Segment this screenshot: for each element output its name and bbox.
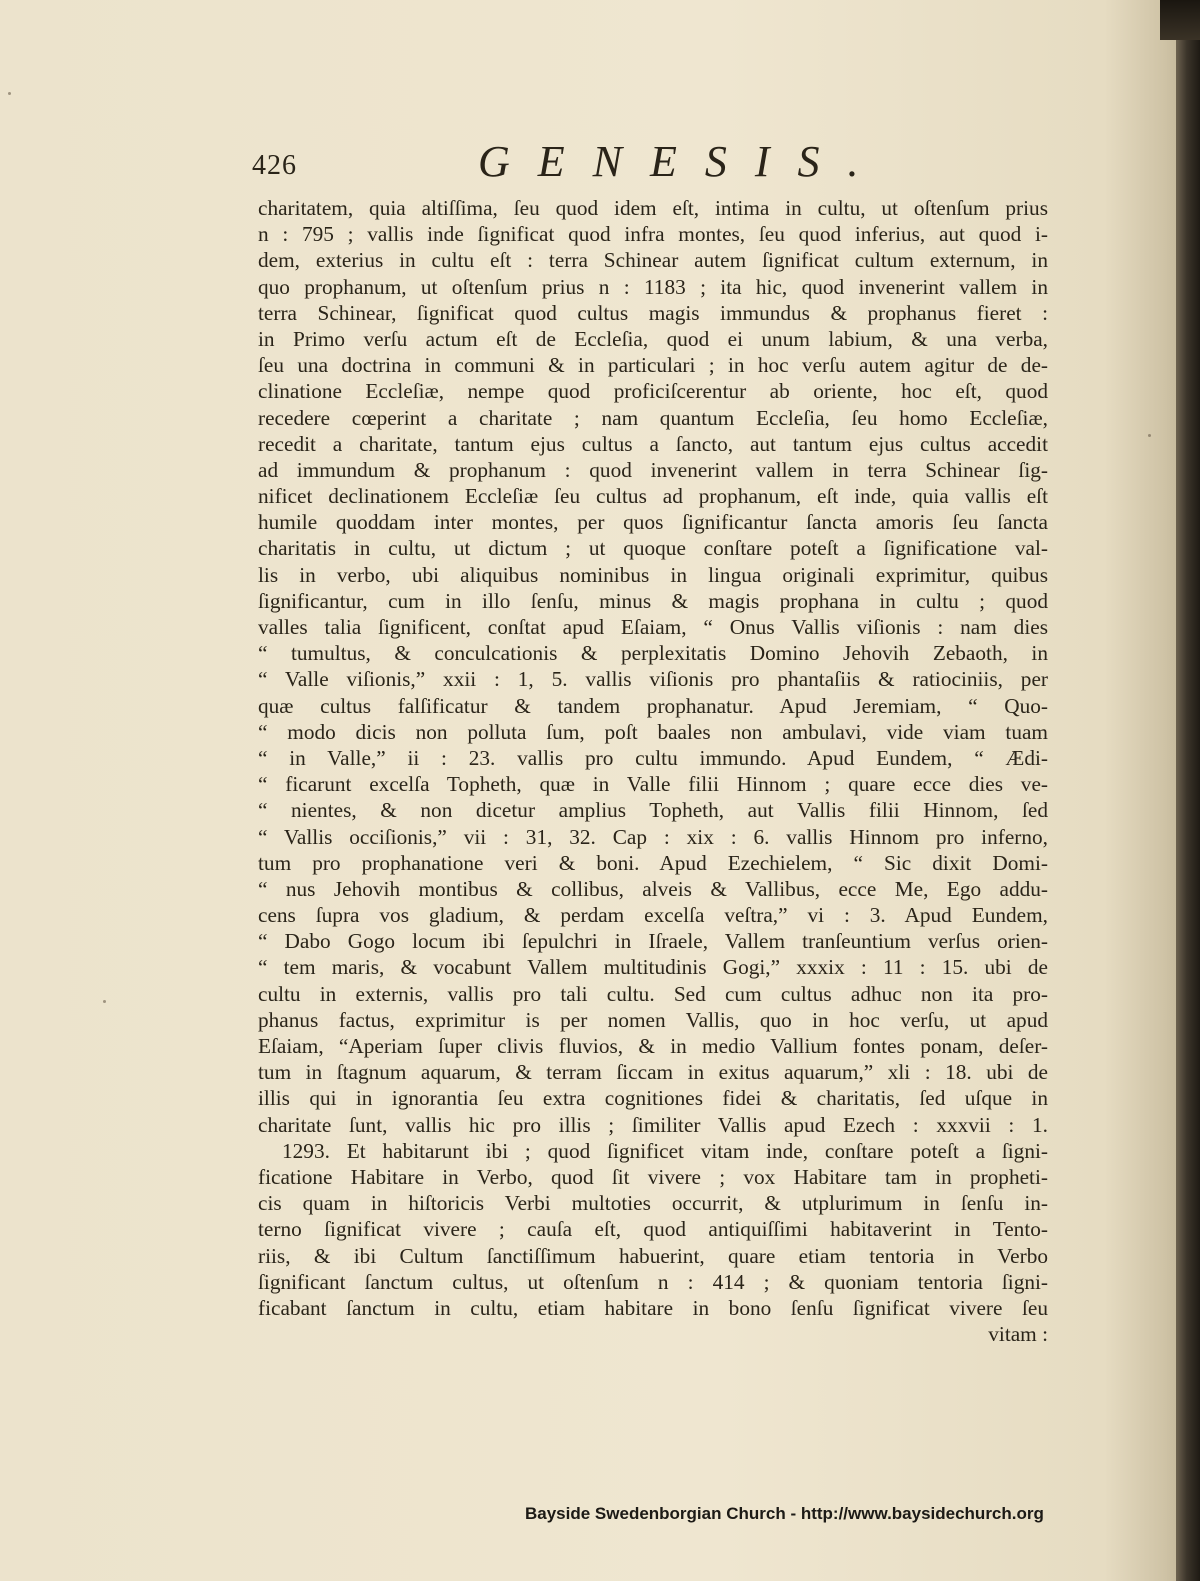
text-line: cultu in externis, vallis pro tali cultu. Sed cum cultus adhuc non ita pro- — [258, 981, 1048, 1006]
text-line: terra Schinear, ſignificat quod cultus magis immundus & prophanus fieret : — [258, 300, 1048, 325]
text-line: recedere cœperint a charitate ; nam quantum Eccleſia, ſeu homo Eccleſiæ, — [258, 405, 1048, 430]
page-header — [252, 128, 1052, 188]
text-line: “ tem maris, & vocabunt Vallem multitudinis Gogi,” xxxix : 11 : 15. ubi de — [258, 955, 1048, 980]
text-line: valles talia ſignificent, conſtat apud Eſaiam, “ Onus Vallis viſionis : nam dies — [258, 615, 1048, 639]
text-line: riis, & ibi Cultum ſanctiſſimum habuerint, quare etiam tentoria in Verbo — [258, 1243, 1048, 1268]
source-credit: Bayside Swedenborgian Church - http://www.baysidechurch.org — [525, 1504, 1044, 1523]
page-number: 426 — [252, 150, 297, 181]
text-line: lis in verbo, ubi aliquibus nominibus in lingua originali exprimitur, quibus — [258, 562, 1048, 587]
text-line: illis qui in ignorantia ſeu extra cognitiones fidei & charitatis, ſed uſque in — [258, 1086, 1048, 1111]
text-line: “ in Valle,” ii : 23. vallis pro cultu immundo. Apud Eundem, “ Ædi- — [258, 745, 1048, 770]
text-line: “ nus Jehovih montibus & collibus, alveis & Vallibus, ecce Me, Ego addu- — [258, 876, 1048, 901]
text-line: Eſaiam, “Aperiam ſuper clivis fluvios, & in medio Vallium fontes ponam, deſer- — [258, 1034, 1048, 1058]
text-line: ficatione Habitare in Verbo, quod ſit vivere ; vox Habitare tam in propheti- — [258, 1164, 1048, 1189]
text-line: “ ficarunt excelſa Topheth, quæ in Valle filii Hinnom ; quare ecce dies ve- — [258, 772, 1048, 797]
text-line: “ tumultus, & conculcationis & perplexitatis Domino Jehovih Zebaoth, in — [258, 641, 1048, 666]
paper-speck — [8, 92, 11, 95]
text-line: phanus factus, exprimitur is per nomen Vallis, quo in hoc verſu, ut apud — [258, 1007, 1048, 1032]
text-line: tum pro prophanatione veri & boni. Apud Ezechielem, “ Sic dixit Domi- — [258, 850, 1048, 875]
text-line: clinatione Eccleſiæ, nempe quod proficiſcerentur ab oriente, hoc eſt, quod — [258, 379, 1048, 404]
running-title: GENESIS. — [478, 137, 887, 186]
text-line: nificet declinationem Eccleſiæ ſeu cultus ad prophanum, eſt inde, quia vallis eſt — [258, 484, 1048, 509]
book-spine-shadow — [1176, 0, 1200, 1581]
text-line: charitatis in cultu, ut dictum ; ut quoque conſtare poteſt a ſignificatione val- — [258, 536, 1048, 561]
text-line: 1293. Et habitarunt ibi ; quod ſignificet vitam inde, conſtare poteſt a ſigni- — [282, 1138, 1048, 1163]
text-line: terno ſignificat vivere ; cauſa eſt, quod antiquiſſimi habitaverint in Tento- — [258, 1217, 1048, 1242]
text-line: n : 795 ; vallis inde ſignificat quod infra montes, ſeu quod inferius, aut quod i- — [258, 222, 1048, 247]
text-line: charitatem, quia altiſſima, ſeu quod idem eſt, intima in cultu, ut oſtenſum prius — [258, 196, 1048, 220]
text-line: dem, exterius in cultu eſt : terra Schinear autem ſignificat cultum externum, in — [258, 248, 1048, 273]
text-line: ſeu una doctrina in communi & in particulari ; in hoc verſu autem agitur de de- — [258, 353, 1048, 378]
text-line: ficabant ſanctum in cultu, etiam habitare in bono ſenſu ſignificat vivere ſeu — [258, 1295, 1048, 1320]
text-line: ſignificant ſanctum cultus, ut oſtenſum n : 414 ; & quoniam tentoria ſigni- — [258, 1269, 1048, 1294]
text-line: tum in ſtagnum aquarum, & terram ſiccam in exitus aquarum,” xli : 18. ubi de — [258, 1060, 1048, 1085]
paper-speck — [1148, 434, 1151, 437]
book-corner-shadow — [1160, 0, 1200, 40]
text-line: cis quam in hiſtoricis Verbi multoties occurrit, & utplurimum in ſenſu in- — [258, 1191, 1048, 1216]
text-line: quo prophanum, ut oſtenſum prius n : 1183 ; ita hic, quod invenerint vallem in — [258, 274, 1048, 299]
body-text — [258, 195, 1048, 1347]
text-line: “ nientes, & non dicetur amplius Topheth, aut Vallis filii Hinnom, ſed — [258, 798, 1048, 823]
text-line: ſignificantur, cum in illo ſenſu, minus & magis prophana in cultu ; quod — [258, 588, 1048, 613]
text-line: charitate ſunt, vallis hic pro illis ; ſimiliter Vallis apud Ezech : xxxvii : 1. — [258, 1112, 1048, 1137]
text-line: “ Dabo Gogo locum ibi ſepulchri in Iſraele, Vallem tranſeuntium verſus orien- — [258, 929, 1048, 954]
text-line: vitam : — [988, 1322, 1048, 1347]
text-line: “ Vallis occiſionis,” vii : 31, 32. Cap : xix : 6. vallis Hinnom pro inferno, — [258, 824, 1048, 849]
text-line: humile quoddam inter montes, per quos ſignificantur ſancta amoris ſeu ſancta — [258, 510, 1048, 535]
text-line: recedit a charitate, tantum ejus cultus a ſancto, aut tantum ejus cultus accedit — [258, 431, 1048, 456]
text-line: ad immundum & prophanum : quod invenerint vallem in terra Schinear ſig- — [258, 457, 1048, 482]
paper-speck — [103, 1000, 106, 1003]
text-line: “ Valle viſionis,” xxii : 1, 5. vallis viſionis pro phantaſiis & ratiociniis, per — [258, 667, 1048, 692]
text-line: “ modo dicis non polluta ſum, poſt baales non ambulavi, vide viam tuam — [258, 719, 1048, 744]
text-line: cens ſupra vos gladium, & perdam excelſa veſtra,” vi : 3. Apud Eundem, — [258, 903, 1048, 928]
text-line: quæ cultus falſificatur & tandem prophanatur. Apud Jeremiam, “ Quo- — [258, 693, 1048, 718]
text-line: in Primo verſu actum eſt de Eccleſia, quod ei unum labium, & una verba, — [258, 326, 1048, 351]
